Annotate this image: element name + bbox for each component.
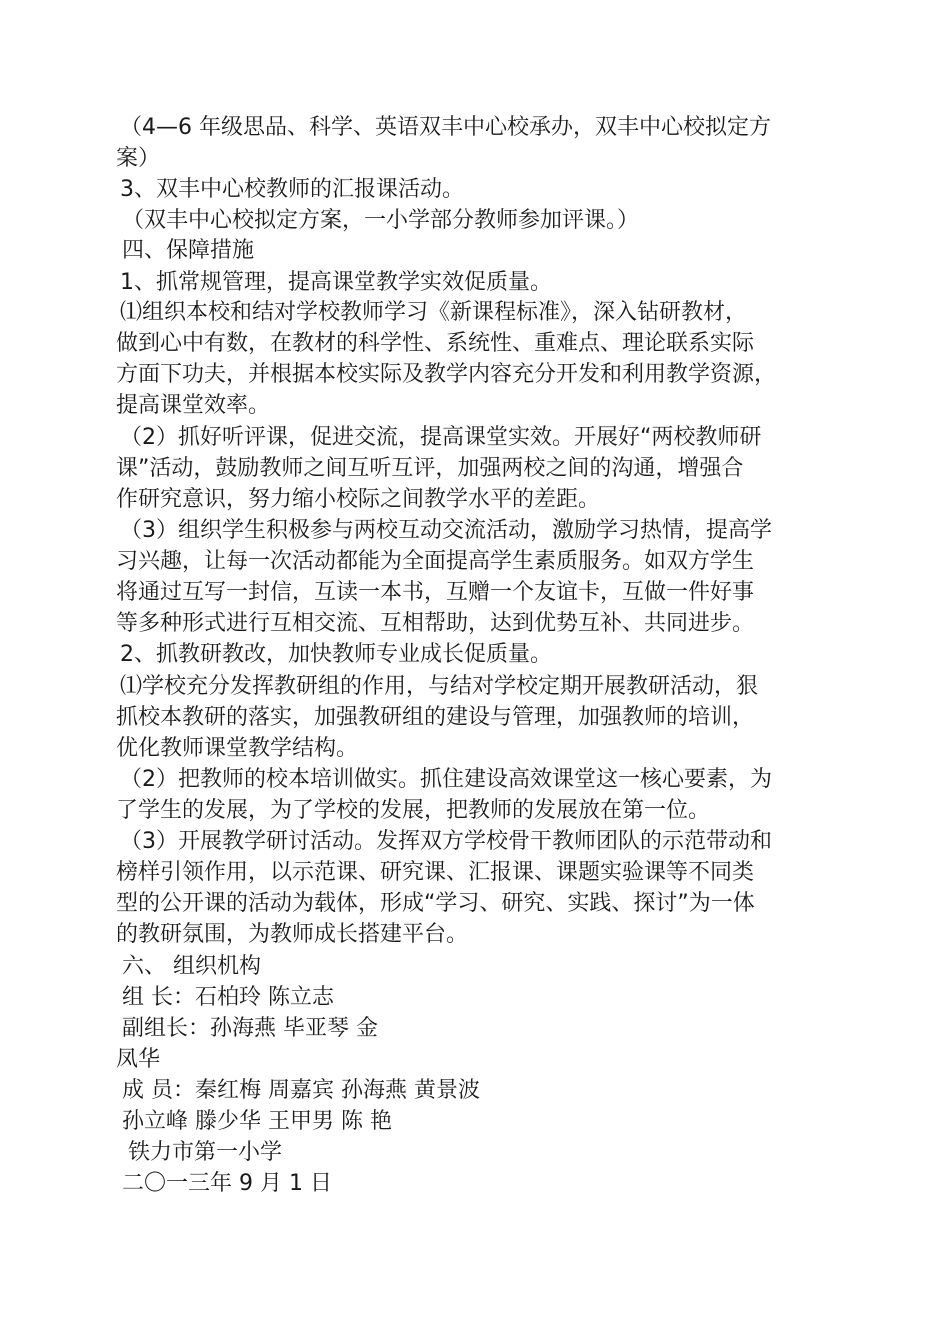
text-line: 型的公开课的活动为载体，形成“学习、研究、实践、探讨”为一体: [116, 891, 755, 916]
text-line: 3、双丰中心校教师的汇报课活动。: [120, 177, 464, 202]
text-line: 等多种形式进行互相交流、互相帮助，达到优势互补、共同进步。: [116, 611, 755, 636]
text-line: （双丰中心校拟定方案，一小学部分教师参加评课。）: [122, 208, 640, 233]
text-line: 做到心中有数，在教材的科学性、系统性、重难点、理论联系实际: [116, 331, 755, 356]
text-line: 孙立峰 滕少华 王甲男 陈 艳: [122, 1109, 392, 1134]
text-line: 优化教师课堂教学结构。: [116, 736, 359, 761]
text-line: 2、抓教研教改，加快教师专业成长促质量。: [120, 642, 552, 667]
text-line: （3）组织学生积极参与两校互动交流活动，激励学习热情，提高学: [120, 518, 772, 543]
text-line: ⑴组织本校和结对学校教师学习《新课程标准》，深入钻研教材，: [120, 300, 748, 325]
text-line: （4—6 年级思品、科学、英语双丰中心校承办，双丰中心校拟定方: [120, 115, 771, 140]
text-line: 将通过互写一封信，互读一本书，互赠一个友谊卡，互做一件好事: [116, 580, 755, 605]
text-line: 提高课堂效率。: [116, 393, 271, 418]
text-line: 的教研氛围，为教师成长搭建平台。: [116, 922, 469, 947]
text-line: 副组长：孙海燕 毕亚琴 金: [122, 1016, 378, 1041]
signature-date: 二〇一三年 9 月 1 日: [122, 1171, 332, 1196]
text-line: 组 长：石柏玲 陈立志: [122, 985, 334, 1010]
signature-school: 铁力市第一小学: [128, 1140, 283, 1165]
text-line: 凤华: [116, 1047, 161, 1072]
text-line: 了学生的发展，为了学校的发展，把教师的发展放在第一位。: [116, 798, 711, 823]
text-line: ⑴学校充分发挥教研组的作用，与结对学校定期开展教研活动，狠: [120, 674, 759, 699]
text-line: 作研究意识，努力缩小校际之间教学水平的差距。: [116, 487, 601, 512]
text-line: 榜样引领作用，以示范课、研究课、汇报课、课题实验课等不同类: [116, 860, 755, 885]
text-line: （2）把教师的校本培训做实。抓住建设高效课堂这一核心要素，为: [120, 767, 772, 792]
text-line: （3）开展教学研讨活动。发挥双方学校骨干教师团队的示范带动和: [120, 829, 772, 854]
text-line: 案）: [116, 146, 161, 171]
text-line: 抓校本教研的落实，加强教研组的建设与管理，加强教师的培训，: [116, 705, 755, 730]
text-line: （2）抓好听评课，促进交流，提高课堂实效。开展好“两校教师研: [120, 425, 762, 450]
text-line: 课”活动，鼓励教师之间互听互评，加强两校之间的沟通，增强合: [116, 456, 744, 481]
text-line: 习兴趣，让每一次活动都能为全面提高学生素质服务。如双方学生: [116, 549, 755, 574]
text-line: 方面下功夫，并根据本校实际及教学内容充分开发和利用教学资源，: [116, 362, 777, 387]
section-heading: 六、 组织机构: [122, 954, 261, 979]
text-line: 1、抓常规管理，提高课堂教学实效促质量。: [120, 270, 552, 295]
text-line: 成 员：秦红梅 周嘉宾 孙海燕 黄景波: [122, 1078, 480, 1103]
section-heading: 四、保障措施: [122, 238, 255, 263]
